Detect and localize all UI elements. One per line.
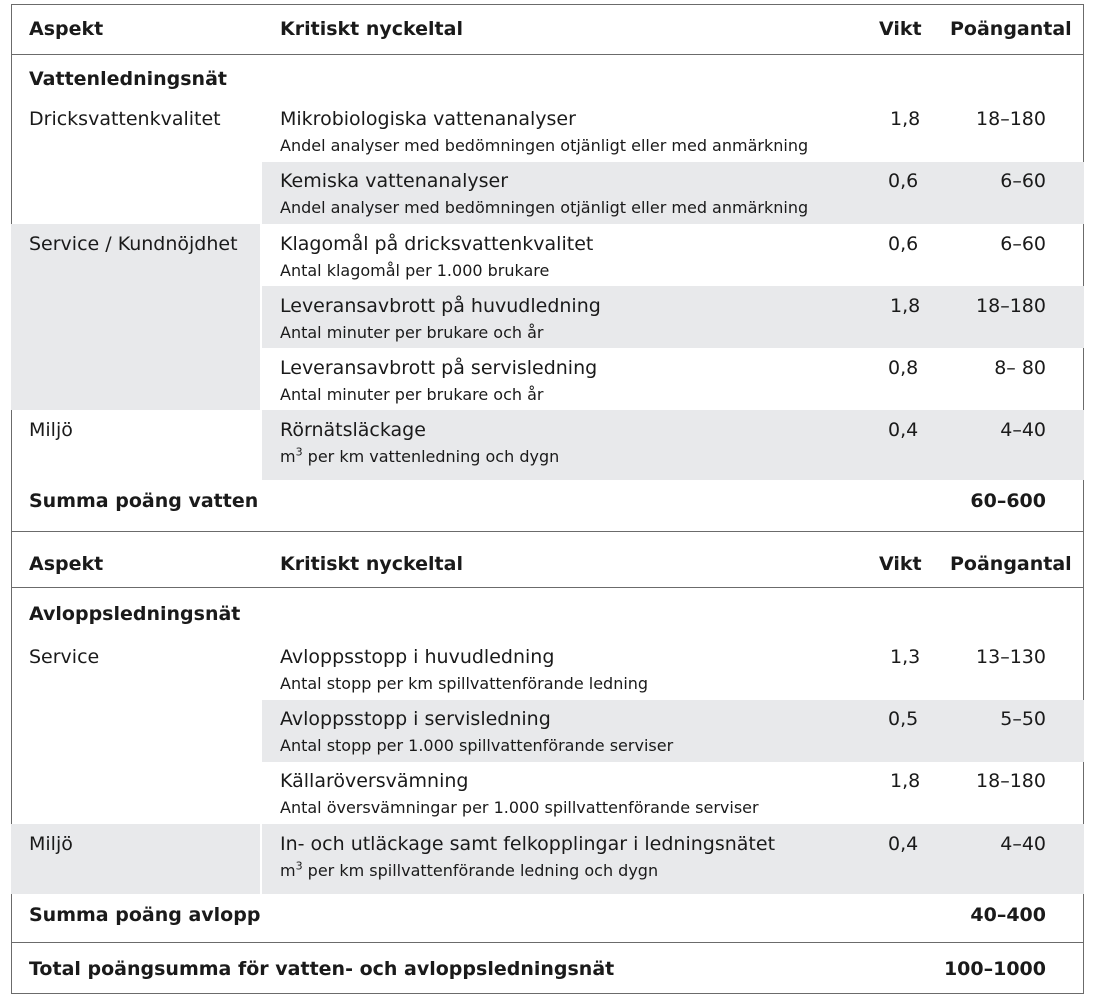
header-vikt: Vikt	[879, 18, 922, 40]
vikt-value: 1,8	[890, 108, 921, 130]
poang-value: 6–60	[1000, 233, 1046, 255]
poang-value: 18–180	[976, 295, 1046, 317]
poang-value: 4–40	[1000, 419, 1046, 441]
kpi-title: Avloppsstopp i servisledning	[280, 708, 551, 730]
section-title-avlopp: Avloppsledningsnät	[29, 603, 241, 625]
summa-vatten-value: 60–600	[970, 490, 1046, 512]
rule-summa-vatten	[11, 531, 1084, 532]
header-vikt: Vikt	[879, 553, 922, 575]
vikt-value: 1,8	[890, 295, 921, 317]
summa-avlopp-value: 40–400	[970, 904, 1046, 926]
header-aspekt: Aspekt	[29, 553, 104, 575]
kpi-subtitle: Antal stopp per km spillvattenförande ledning	[280, 674, 649, 693]
vikt-value: 0,8	[888, 357, 919, 379]
poang-value: 6–60	[1000, 170, 1046, 192]
kpi-title: Kemiska vattenanalyser	[280, 170, 509, 192]
kpi-subtitle: Andel analyser med bedömningen otjänligt eller med anmärkning	[280, 136, 809, 155]
vikt-value: 1,3	[890, 646, 921, 668]
aspect-label: Miljö	[29, 833, 73, 855]
section-title-vatten: Vattenledningsnät	[29, 68, 227, 90]
header-poang: Poängantal	[950, 18, 1072, 40]
kpi-subtitle: Antal minuter per brukare och år	[280, 385, 544, 404]
unit-exponent: 3	[295, 859, 303, 873]
kpi-subtitle: Antal stopp per 1.000 spillvattenförande serviser	[280, 736, 674, 755]
kpi-title: Källaröversvämning	[280, 770, 469, 792]
kpi-title: Rörnätsläckage	[280, 419, 426, 441]
kpi-title: Mikrobiologiska vattenanalyser	[280, 108, 576, 130]
summa-avlopp-label: Summa poäng avlopp	[29, 904, 261, 926]
poang-value: 8– 80	[994, 357, 1046, 379]
unit-m: m	[280, 861, 296, 880]
summa-vatten-label: Summa poäng vatten	[29, 490, 259, 512]
vikt-value: 1,8	[890, 770, 921, 792]
header-aspekt: Aspekt	[29, 18, 104, 40]
aspect-label: Service	[29, 646, 100, 668]
poang-value: 5–50	[1000, 708, 1046, 730]
poang-value: 18–180	[976, 108, 1046, 130]
unit-exponent: 3	[295, 445, 303, 459]
total-label: Total poängsumma för vatten- och avloppsledningsnät	[29, 958, 615, 980]
kpi-subtitle	[280, 861, 658, 880]
rule-summa-avlopp	[11, 942, 1084, 943]
poang-value: 18–180	[976, 770, 1046, 792]
kpi-subtitle	[280, 447, 559, 466]
vikt-value: 0,6	[888, 233, 919, 255]
kpi-subtitle: Antal klagomål per 1.000 brukare	[280, 261, 550, 280]
header-nyckeltal: Kritiskt nyckeltal	[280, 18, 463, 40]
header-poang: Poängantal	[950, 553, 1072, 575]
kpi-subtitle: Antal översvämningar per 1.000 spillvattenförande serviser	[280, 798, 759, 817]
vikt-value: 0,4	[888, 419, 919, 441]
unit-m: m	[280, 447, 296, 466]
kpi-title: Leveransavbrott på huvudledning	[280, 295, 601, 317]
kpi-title: In- och utläckage samt felkopplingar i ledningsnätet	[280, 833, 776, 855]
rule-header-2	[11, 587, 1084, 588]
aspect-label: Dricksvattenkvalitet	[29, 108, 221, 130]
kpi-title: Klagomål på dricksvattenkvalitet	[280, 233, 594, 255]
vikt-value: 0,4	[888, 833, 919, 855]
total-value: 100–1000	[943, 958, 1046, 980]
aspect-label: Miljö	[29, 419, 73, 441]
kpi-title: Avloppsstopp i huvudledning	[280, 646, 555, 668]
poang-value: 4–40	[1000, 833, 1046, 855]
kpi-title: Leveransavbrott på servisledning	[280, 357, 598, 379]
kpi-subtitle: Andel analyser med bedömningen otjänligt eller med anmärkning	[280, 198, 809, 217]
kpi-subtitle-text: per km vattenledning och dygn	[302, 447, 560, 466]
kpi-subtitle: Antal minuter per brukare och år	[280, 323, 544, 342]
poang-value: 13–130	[976, 646, 1046, 668]
aspect-label: Service / Kundnöjdhet	[29, 233, 238, 255]
kpi-subtitle-text: per km spillvattenförande ledning och dygn	[302, 861, 659, 880]
vikt-value: 0,6	[888, 170, 919, 192]
vikt-value: 0,5	[888, 708, 919, 730]
rule-header-1	[11, 54, 1084, 55]
header-nyckeltal: Kritiskt nyckeltal	[280, 553, 463, 575]
